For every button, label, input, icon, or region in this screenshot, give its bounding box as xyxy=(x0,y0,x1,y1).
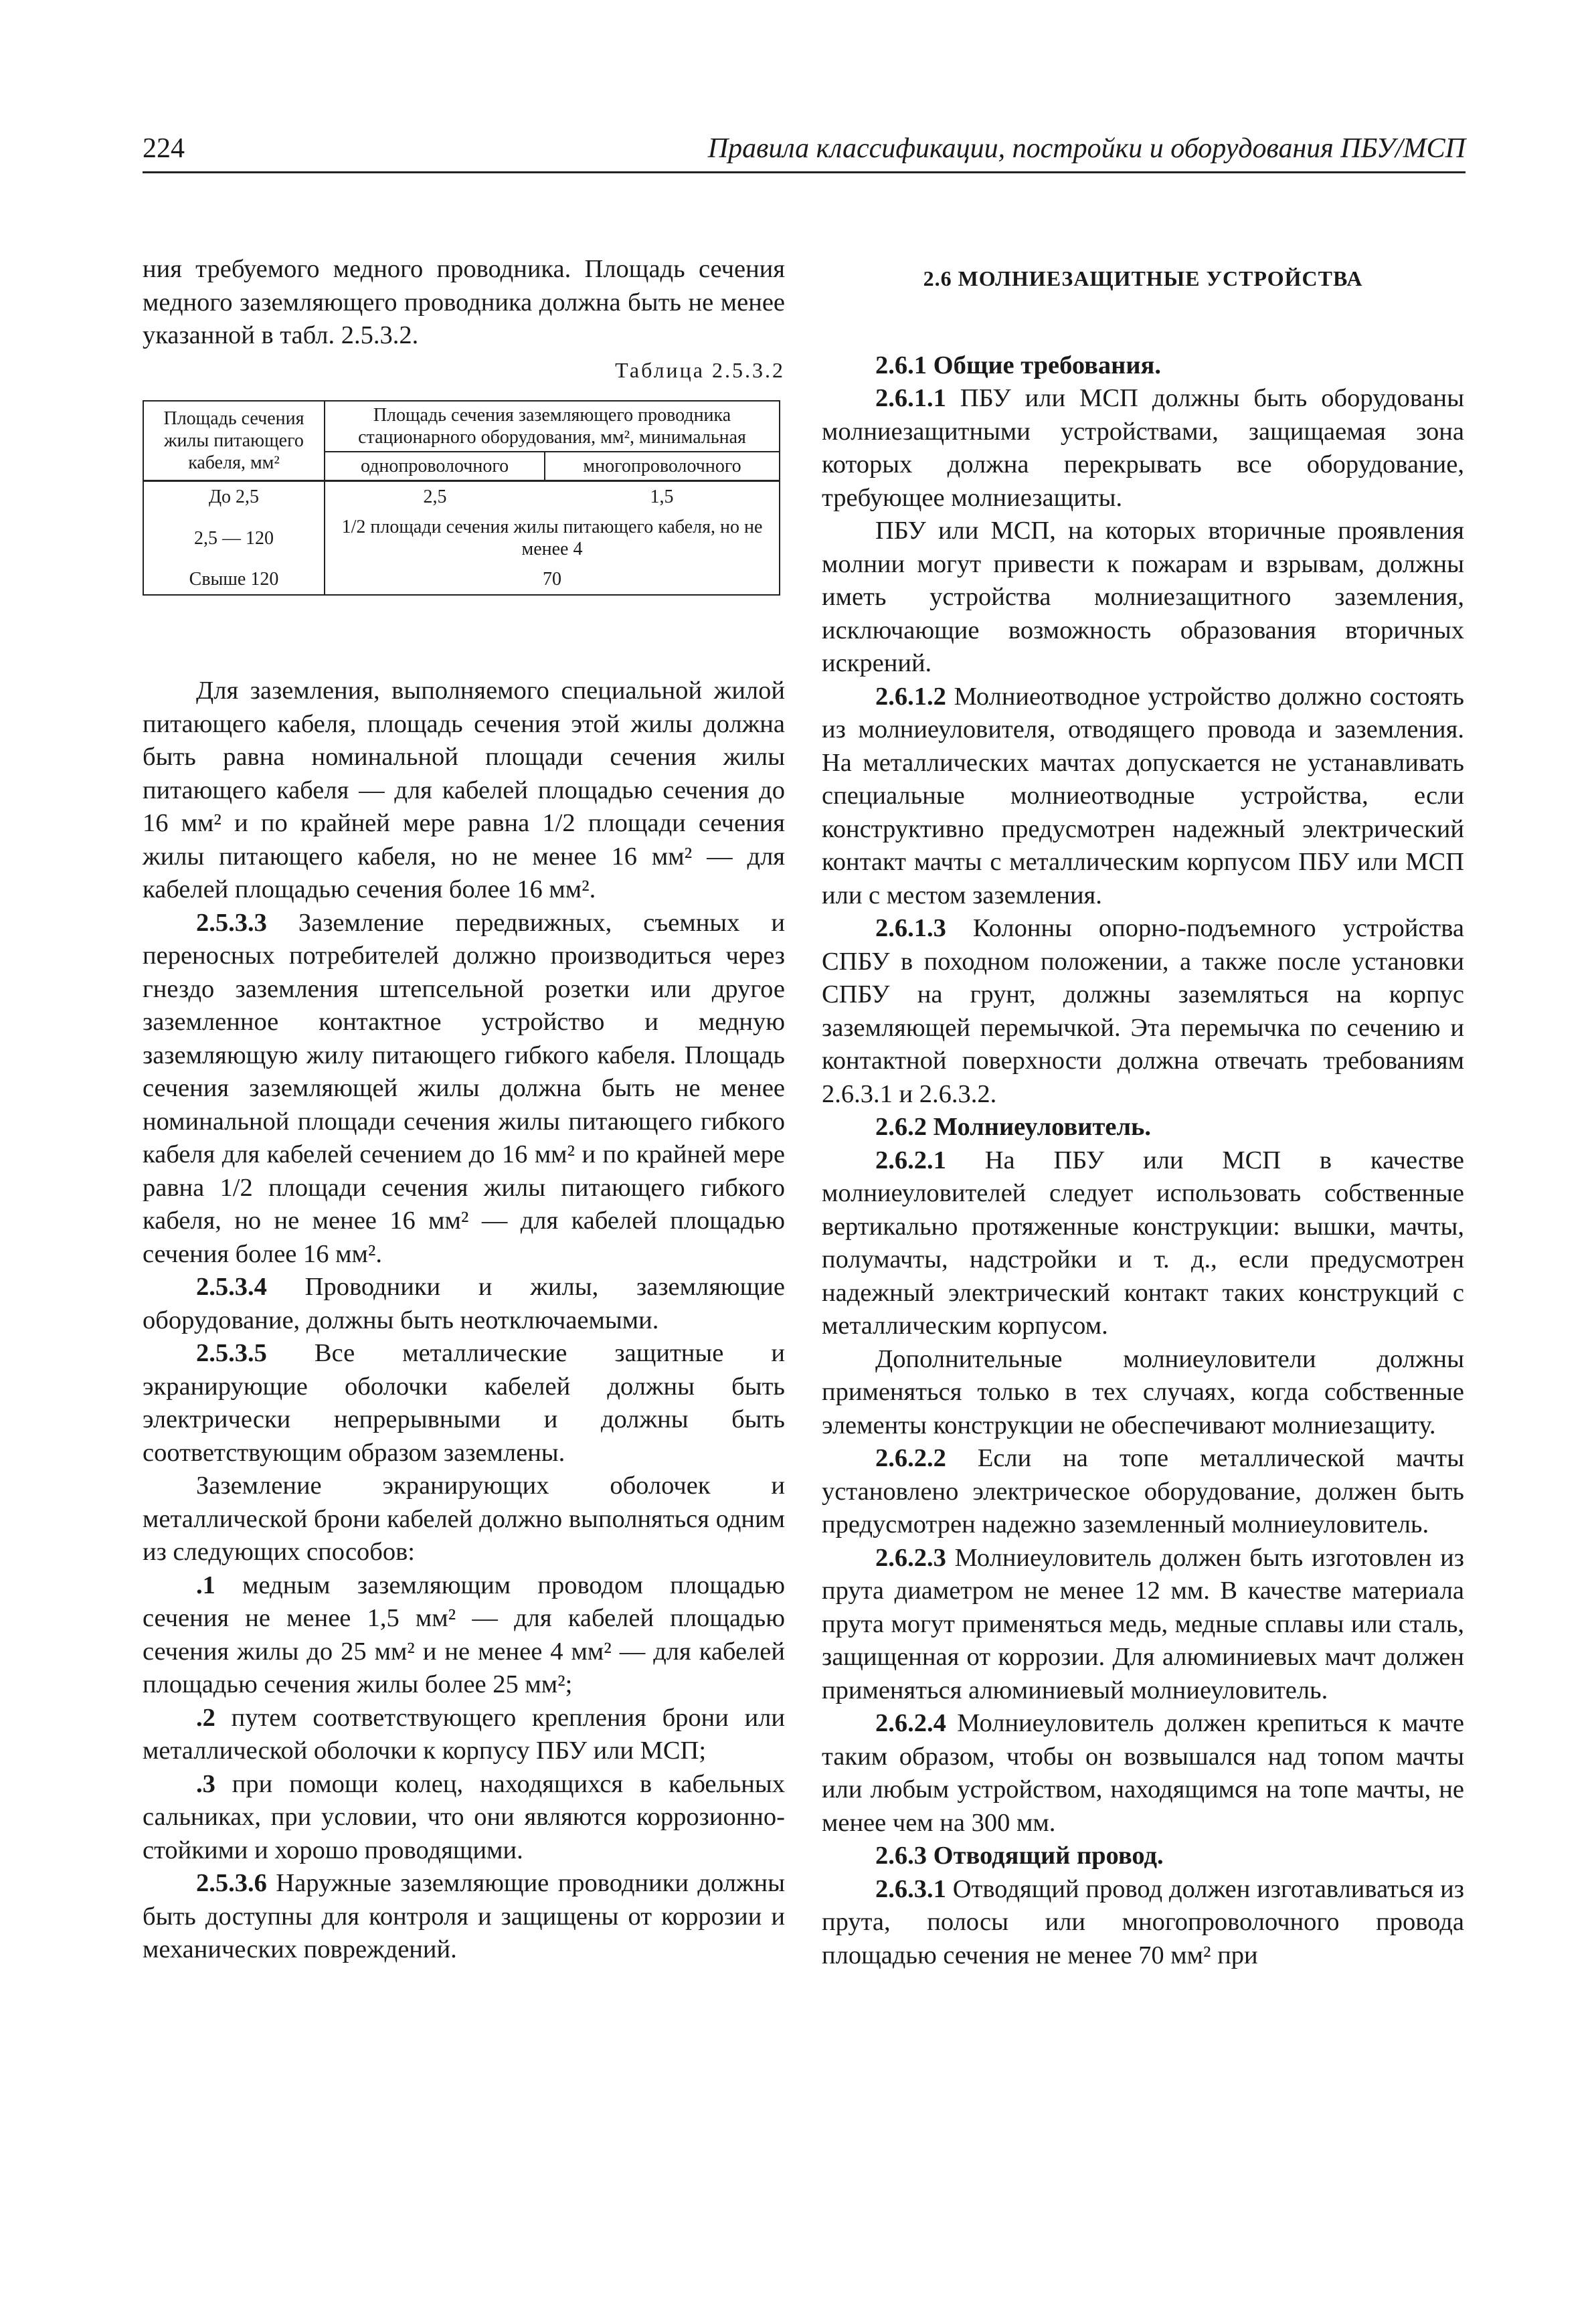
left-column xyxy=(143,253,785,1967)
paragraph: 2.6.1.3 Колонны опорно-подъемного устройства СПБУ в походном положении, а также после установки СПБУ на грунт, должны заземляться на корпус заземляющей перемычкой. Эта перемычка по сечению и контактной поверхности должна отвечать требованиям 2.6.3.1 и 2.6.3.2. xyxy=(822,914,1464,1108)
table-cell: 70 xyxy=(325,564,780,595)
list-item: .3 при помощи колец, находящихся в кабельных сальниках, при условии, что они являются коррозионно-стойкими и хорошо проводящими. xyxy=(143,1769,785,1864)
paragraph: 2.6.2.4 Молниеуловитель должен крепиться к мачте таким образом, чтобы он возвышался над топом мачты или любым устройством, находящимся на топе мачты, не менее чем на 300 мм. xyxy=(822,1709,1464,1837)
clause-number: 2.6.2.1 xyxy=(875,1146,946,1174)
table-header-group: Площадь сечения заземляющего проводника стационарного оборудования, мм², минимальная xyxy=(325,401,780,452)
table-cell: До 2,5 xyxy=(143,481,325,513)
clause-number: 2.6.1.3 xyxy=(875,914,946,942)
paragraph: ПБУ или МСП, на которых вторичные проявления молнии могут привести к пожарам и взрывам, должны иметь устройства молниезащитного заземления, исключающие возможность образования вторичных искрений. xyxy=(822,517,1464,677)
clause-number: 2.6.2.3 xyxy=(875,1543,946,1572)
paragraph: 2.5.3.6 Наружные заземляющие проводники должны быть доступны для контроля и защищены от коррозии и механических повреждений. xyxy=(143,1869,785,1963)
clause-number: 2.5.3.4 xyxy=(196,1273,267,1301)
paragraph: Дополнительные молниеуловители должны применяться только в тех случаях, когда собственные элементы конструкции не обеспечивают молниезащиту. xyxy=(822,1344,1464,1439)
table-row xyxy=(143,564,780,595)
paragraph: Заземление экранирующих оболочек и металлической брони кабелей должно выполняться одним из следующих способов: xyxy=(143,1472,785,1566)
table-cell: 1,5 xyxy=(545,481,780,513)
list-item: .1 медным заземляющим проводом площадью сечения не менее 1,5 мм² — для кабелей площадью сечения жилы до 25 мм² и не менее 4 мм² — для кабелей площадью сечения жилы более 25 мм²; xyxy=(143,1571,785,1698)
running-title: Правила классификации, постройки и оборудования ПБУ/МСП xyxy=(707,133,1466,164)
paragraph: 2.5.3.5 Все металлические защитные и экранирующие оболочки кабелей должны быть электрически непрерывными и должны быть соответствующим образом заземлены. xyxy=(143,1339,785,1467)
table-header-cable: Площадь сечения жилы питающего кабеля, мм² xyxy=(143,401,325,481)
paragraph: 2.6.1.1 ПБУ или МСП должны быть оборудованы молниезащитными устройствами, защищаемая зона которых должна перекрывать все оборудование, требующее молниезащиты. xyxy=(822,384,1464,512)
table-row xyxy=(143,481,780,513)
table-caption: Таблица 2.5.3.2 xyxy=(615,357,785,382)
subsection-heading: 2.6.3 Отводящий провод. xyxy=(875,1842,1164,1870)
clause-number: 2.5.3.3 xyxy=(196,908,267,937)
clause-number: 2.6.2.4 xyxy=(875,1709,946,1737)
table-header-single-wire: однопроволочного xyxy=(325,452,545,481)
paragraph: 2.5.3.3 Заземление передвижных, съемных и переносных потребителей должно производиться через гнездо заземления штепсельной розетки или другое заземленное контактное устройство и медную заземляющую жилу питающего гибкого кабеля. Площадь сечения заземляющей жилы должна быть не менее номинальной площади сечения жилы питающего гибкого кабеля для кабелей сечением до 16 мм² и по крайней мере равна 1/2 площади сечения жилы питающего гибкого кабеля, но не менее 16 мм² — для кабелей площадью сечения более 16 мм². xyxy=(143,908,785,1268)
table-cell: Свыше 120 xyxy=(143,564,325,595)
paragraph: 2.6.2.2 Если на топе металлической мачты установлено электрическое оборудование, должен быть предусмотрен надежно заземленный молниеуловитель. xyxy=(822,1444,1464,1538)
paragraph: 2.6.2.3 Молниеуловитель должен быть изготовлен из прута диаметром не менее 12 мм. В качестве материала прута могут применяться медь, медные сплавы или сталь, защищенная от коррозии. Для алюминиевых мачт должен применяться алюминиевый молниеуловитель. xyxy=(822,1543,1464,1704)
paragraph: 2.5.3.4 Проводники и жилы, заземляющие оборудование, должны быть неотключаемыми. xyxy=(143,1273,785,1334)
paragraph: Для заземления, выполняемого специальной жилой питающего кабеля, площадь сечения этой жилы должна быть равна номинальной площади сечения жилы питающего кабеля — для кабелей площадью сечения до 16 мм² и по крайней мере равна 1/2 площади сечения жилы питающего кабеля, но не менее 16 мм² — для кабелей площадью сечения более 16 мм². xyxy=(143,677,785,903)
clause-number: 2.5.3.5 xyxy=(196,1339,267,1367)
list-item: .2 путем соответствующего крепления брони или металлической оболочки к корпусу ПБУ или МСП; xyxy=(143,1703,785,1765)
table-header-multi-wire: многопроволочного xyxy=(545,452,780,481)
section-title: 2.6 МОЛНИЕЗАЩИТНЫЕ УСТРОЙСТВА xyxy=(923,266,1363,290)
clause-number: 2.6.2.2 xyxy=(875,1444,946,1472)
subsection-heading: 2.6.1 Общие требования. xyxy=(875,351,1161,379)
table-row xyxy=(143,512,780,564)
table-cell: 1/2 площади сечения жилы питающего кабеля, но не менее 4 xyxy=(325,512,780,564)
clause-number: 2.6.3.1 xyxy=(875,1874,946,1903)
clause-number: 2.6.1.1 xyxy=(875,384,946,412)
clause-number: 2.6.1.2 xyxy=(875,682,946,711)
table-cell: 2,5 — 120 xyxy=(143,512,325,564)
intro-paragraph: ния требуемого медного проводника. Площадь сечения медного заземляющего проводника должна быть не менее указанной в табл. 2.5.3.2. xyxy=(143,255,785,349)
right-column xyxy=(822,253,1464,1972)
paragraph: 2.6.1.2 Молниеотводное устройство должно состоять из молниеуловителя, отводящего провода и заземления. На металлических мачтах допускается не устанавливать специальные молниеотводные устройства, если конструктивно предусмотрен надежный электрический контакт мачты с металлическим корпусом ПБУ или МСП или с местом заземления. xyxy=(822,682,1464,909)
page-number: 224 xyxy=(143,133,185,164)
clause-number: 2.5.3.6 xyxy=(196,1869,267,1897)
page-header xyxy=(143,132,1466,173)
paragraph: 2.6.3.1 Отводящий провод должен изготавливаться из прута, полосы или многопроволочного провода площадью сечения не менее 70 мм² при xyxy=(822,1874,1464,1969)
grounding-table xyxy=(143,400,780,596)
table-cell: 2,5 xyxy=(325,481,545,513)
subsection-heading: 2.6.2 Молниеуловитель. xyxy=(875,1113,1152,1141)
paragraph: 2.6.2.1 На ПБУ или МСП в качестве молниеуловителей следует использовать собственные вертикально протяженные конструкции: вышки, мачты, полумачты, надстройки и т. д., если предусмотрен надежный электрический контакт таких конструкций с металлическим корпусом. xyxy=(822,1146,1464,1340)
